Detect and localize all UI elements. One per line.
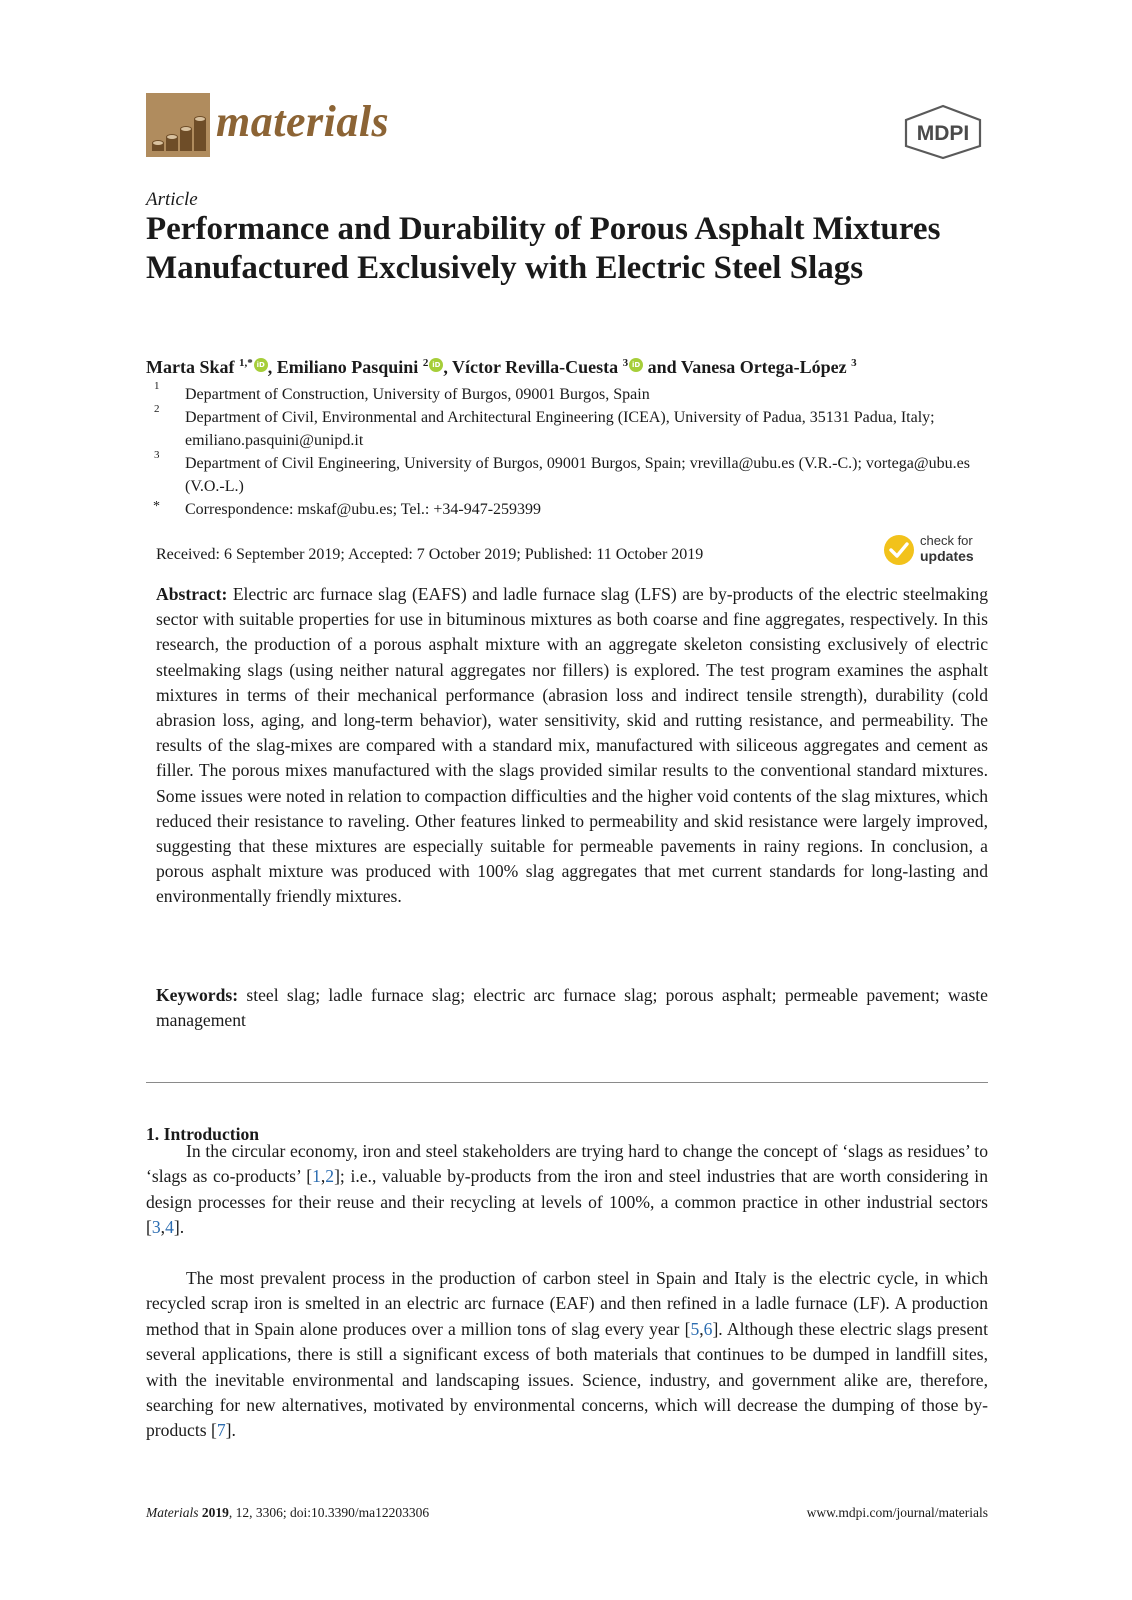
author-separator: and — [643, 357, 681, 377]
citation-link[interactable]: 1 — [312, 1166, 321, 1187]
affiliation-text: Correspondence: mskaf@ubu.es; Tel.: +34-947-259399 — [185, 501, 542, 518]
mdpi-logo-text: MDPI — [916, 122, 970, 145]
footer-url-link[interactable]: www.mdpi.com/journal/materials — [806, 1505, 988, 1520]
author-name[interactable]: Víctor Revilla-Cuesta — [452, 357, 623, 377]
keywords — [156, 983, 988, 1033]
abstract — [156, 582, 988, 910]
abstract-label: Abstract: — [156, 584, 228, 604]
author-separator: , — [267, 357, 277, 377]
publication-dates: Received: 6 September 2019; Accepted: 7 October 2019; Published: 11 October 2019 — [156, 546, 704, 563]
footer-year: 2019 — [201, 1505, 229, 1520]
check-updates-line2: updates — [920, 548, 974, 564]
journal-logo-icon — [146, 93, 210, 157]
journal-name: materials — [216, 97, 390, 146]
author-affiliation-sup: 2 — [422, 357, 429, 369]
section-divider — [146, 1082, 988, 1083]
mdpi-logo-icon — [900, 104, 986, 160]
article-type: Article — [146, 189, 198, 210]
author-name[interactable]: Emiliano Pasquini — [276, 357, 423, 377]
author-name[interactable]: Marta Skaf — [146, 357, 239, 377]
affiliation-number: 2 — [154, 403, 160, 415]
affiliation-item — [146, 380, 986, 406]
citation-link[interactable]: 4 — [165, 1217, 174, 1238]
orcid-icon[interactable]: iD — [629, 358, 643, 372]
affiliation-item — [146, 449, 986, 498]
citation-link[interactable]: 5 — [690, 1318, 700, 1339]
abstract-text: Electric arc furnace slag (EAFS) and ladle furnace slag (LFS) are by-products of the electric steelmaking sector with suitable properties for use in bituminous mixtures as both coarse and fine aggregates, respectively. In this research, the production of a porous asphalt mixture with an aggregate skeleton consisting exclusively of electric steelmaking slags (using neither natural aggregates nor fillers) is explored. The test program examines the asphalt mixtures in terms of their mechanical performance (abrasion loss and indirect tensile strength), durability (cold abrasion loss, aging, and long-term behavior), water sensitivity, skid and rutting resistance, and permeability. The results of the slag-mixes are compared with a standard mix, manufactured with siliceous aggregates and cement as filler. The porous mixes manufactured with the slags provided similar results to the conventional standard mixtures. Some issues were noted in relation to compaction difficulties and the higher void contents of the slag mixtures, which reduced their resistance to raveling. Other features linked to permeability and skid resistance were largely improved, suggesting that these mixtures are especially suitable for permeable pavements in rainy regions. In conclusion, a porous asphalt mixture was produced with 100% slag aggregates that met current standards for long-lasting and environmentally friendly mixtures. — [156, 584, 988, 907]
orcid-icon[interactable]: iD — [254, 358, 268, 372]
footer-citation-rest: , 12, 3306; doi:10.3390/ma12203306 — [228, 1505, 430, 1520]
check-for-updates-button[interactable] — [884, 533, 994, 569]
keywords-text: steel slag; ladle furnace slag; electric arc furnace slag; porous asphalt; permeable pavement; waste management — [156, 985, 988, 1031]
intro-paragraph-2: The most prevalent process in the production of carbon steel in Spain and Italy is the electric cycle, in which recycled scrap iron is smelted in an electric arc furnace (EAF) and then refined in a ladle furnace (LF). A production method that in Spain alone produces over a million tons of slag every year [5,6]. Although these electric slags present several applications, there is still a significant excess of both materials that continues to be dumped in landfill sites, with the inevitable environmental and landscaping issues. Science, industry, and government alike are, therefore, searching for new alternatives, motivated by environmental concerns, which will decrease the dumping of those by-products [7]. — [146, 1268, 988, 1441]
citation-link[interactable]: 2 — [325, 1166, 335, 1187]
citation-link[interactable]: 6 — [703, 1318, 713, 1339]
author-affiliation-sup: 1,* — [239, 357, 253, 369]
check-updates-line1: check for — [920, 533, 973, 548]
affiliation-text: Department of Civil Engineering, University of Burgos, 09001 Burgos, Spain; vrevilla@ubu.es (V.R.-C.); vortega@ubu.es (V.O.-L.) — [185, 455, 970, 495]
author-list — [146, 357, 1026, 378]
paper-title: Performance and Durability of Porous Asphalt Mixtures Manufactured Exclusively with Electric Steel Slags — [146, 211, 941, 286]
affiliation-text: Department of Civil, Environmental and Architectural Engineering (ICEA), University of Padua, 35131 Padua, Italy; emiliano.pasquini@unipd.it — [185, 409, 935, 449]
author-separator: , — [443, 357, 452, 377]
affiliation-number: 3 — [154, 449, 160, 461]
affiliation-item — [146, 403, 986, 452]
author-name[interactable]: Vanesa Ortega-López — [680, 357, 852, 377]
citation-link[interactable]: 3 — [151, 1217, 161, 1238]
affiliation-number: 1 — [154, 380, 160, 392]
footer-journal: Materials — [146, 1505, 199, 1520]
affiliation-item — [146, 498, 986, 521]
affiliation-number: * — [153, 499, 160, 514]
check-updates-icon — [884, 535, 914, 565]
section-heading: 1. Introduction — [146, 1124, 260, 1144]
affiliation-text: Department of Construction, University of Burgos, 09001 Burgos, Spain — [185, 386, 650, 403]
citation-link[interactable]: 7 — [216, 1420, 226, 1441]
author-affiliation-sup: 3 — [851, 357, 857, 369]
author-affiliation-sup: 3 — [622, 357, 629, 369]
orcid-icon[interactable]: iD — [429, 358, 443, 372]
keywords-label: Keywords: — [156, 985, 239, 1005]
intro-paragraph-1: In the circular economy, iron and steel stakeholders are trying hard to change the concept of ‘slags as residues’ to ‘slags as co-products’ [1,2]; i.e., valuable by-products from the iron and steel industries that are worth considering in design processes for their reuse and their recycling at levels of 100%, a common practice in other industrial sectors [3,4]. — [146, 1141, 988, 1238]
footer-citation — [146, 1505, 429, 1521]
